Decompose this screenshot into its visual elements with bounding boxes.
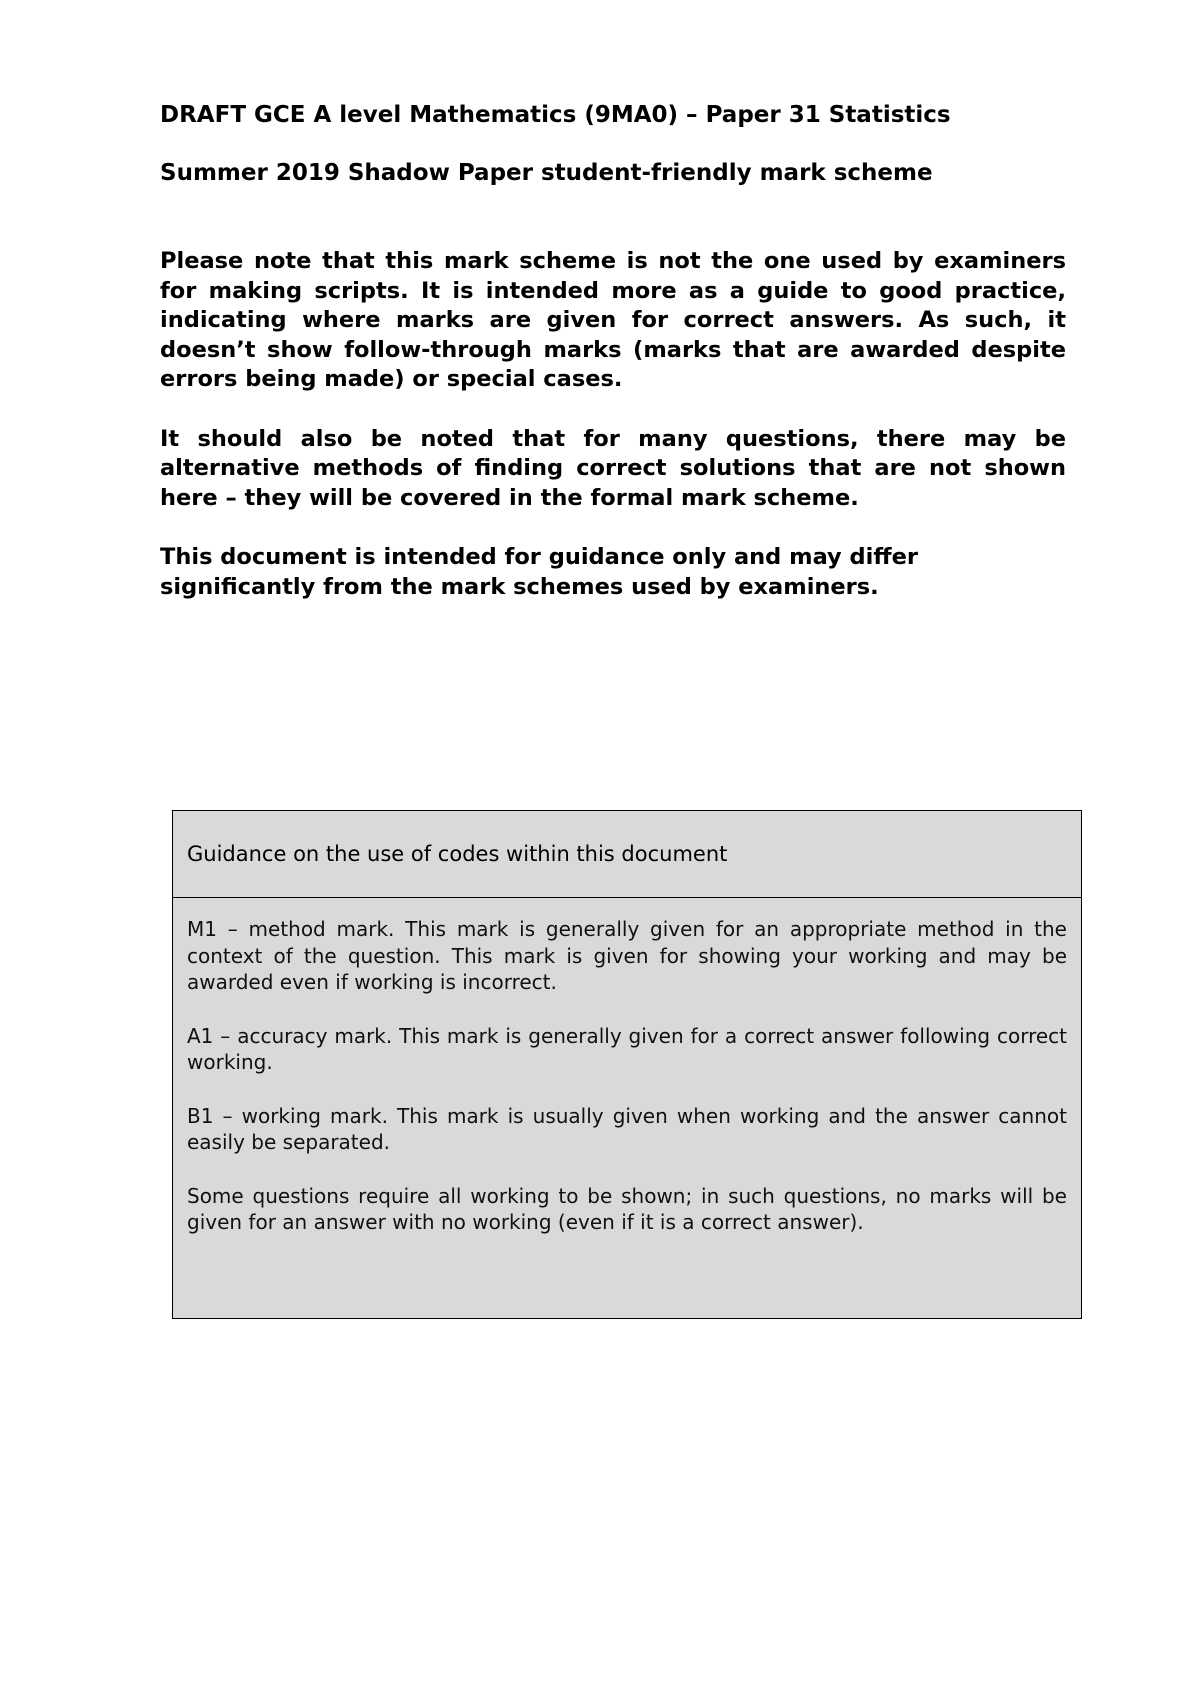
- guidance-body: [173, 898, 1081, 1236]
- document-title: DRAFT GCE A level Mathematics (9MA0) – Paper 31 Statistics: [160, 102, 951, 128]
- notes-section: [160, 247, 1066, 632]
- note-paragraph-guidance-only: This document is intended for guidance only and may differ significantly from the mark schemes used by examiners.: [160, 544, 918, 600]
- guidance-item-b1: B1 – working mark. This mark is usually given when working and the answer cannot easily be separated.: [187, 1103, 1067, 1154]
- guidance-box: [172, 810, 1082, 1319]
- guidance-item-working-required: Some questions require all working to be shown; in such questions, no marks will be given for an answer with no working (even if it is a correct answer).: [187, 1183, 1067, 1234]
- guidance-item-m1: M1 – method mark. This mark is generally given for an appropriate method in the context of the question. This mark is given for showing your working and may be awarded even if working is incorrect.: [187, 917, 1067, 994]
- note-paragraph-scheme-usage: Please note that this mark scheme is not the one used by examiners for making scripts. It is intended more as a guide to good practice, indicating where marks are given for correct answers. As such, it doesn’t show follow-through marks (marks that are awarded despite errors being made) or special cases.: [160, 248, 1066, 392]
- guidance-heading: Guidance on the use of codes within this document: [173, 811, 1081, 898]
- document-subtitle: Summer 2019 Shadow Paper student-friendly mark scheme: [160, 160, 933, 186]
- guidance-item-a1: A1 – accuracy mark. This mark is generally given for a correct answer following correct working.: [187, 1023, 1067, 1074]
- note-paragraph-alternative-methods: It should also be noted that for many questions, there may be alternative methods of finding correct solutions that are not shown here – they will be covered in the formal mark scheme.: [160, 425, 1066, 511]
